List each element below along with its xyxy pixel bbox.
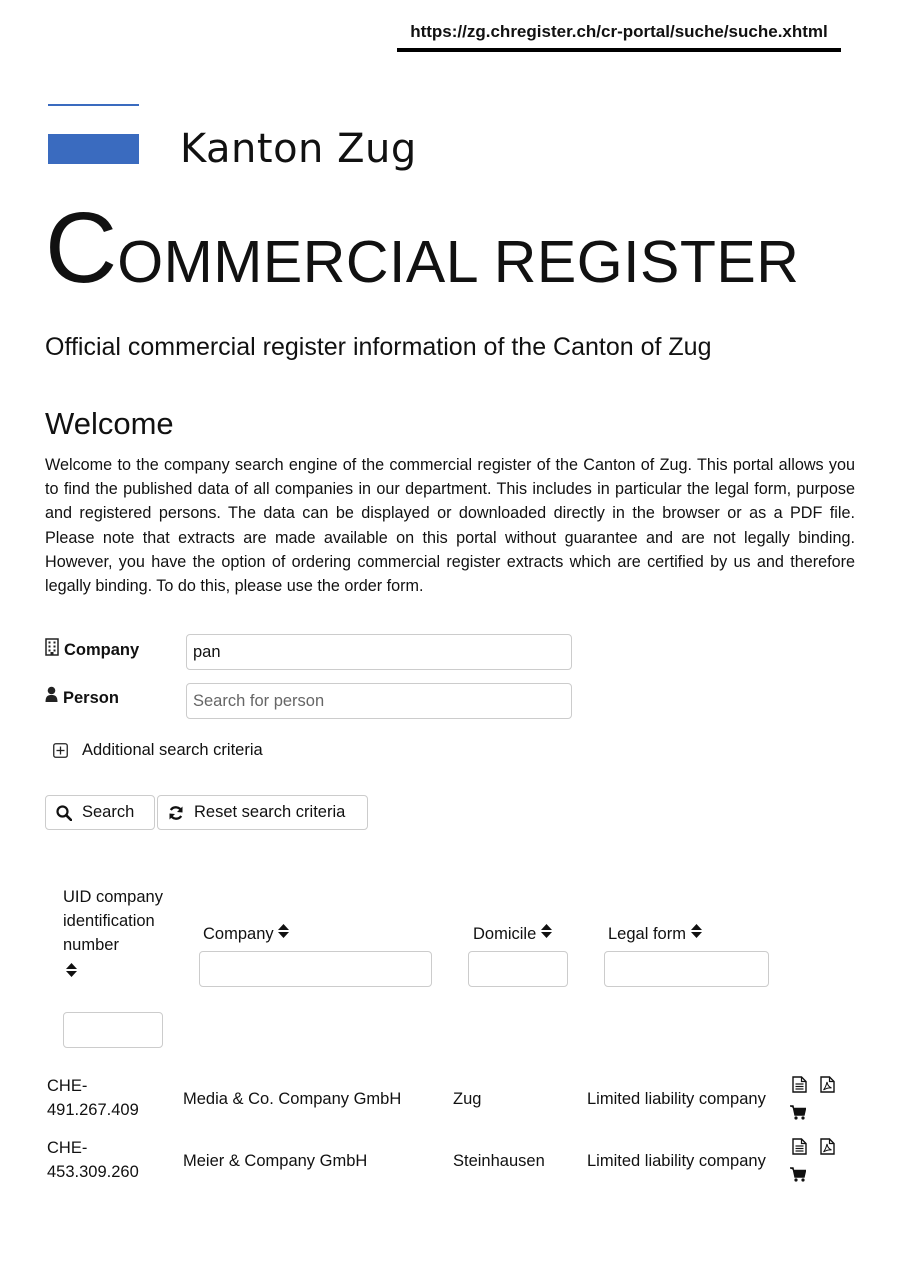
company-cell[interactable]: Meier & Company GmbH [183, 1152, 368, 1170]
brand-name: Kanton Zug [180, 126, 417, 172]
legal-form-cell: Limited liability company [587, 1090, 766, 1108]
additional-criteria-label: Additional search criteria [82, 741, 263, 759]
document-icon[interactable] [792, 1076, 807, 1098]
company-field-label [45, 638, 139, 661]
search-icon [56, 805, 72, 821]
page-url: https://zg.chregister.ch/cr-portal/suche/suche.xhtml [397, 22, 841, 52]
company-filter-input[interactable] [199, 951, 432, 987]
company-label: Company [64, 641, 140, 659]
cart-icon[interactable] [790, 1105, 806, 1125]
company-search-input[interactable] [186, 634, 572, 670]
sort-icon [278, 922, 289, 946]
reset-button-label: Reset search criteria [194, 803, 346, 821]
legal-form-cell: Limited liability company [587, 1152, 766, 1170]
column-header-company[interactable] [203, 922, 289, 946]
search-button[interactable] [45, 795, 155, 830]
sort-icon [691, 922, 702, 946]
uid-cell: CHE-491.267.409 [47, 1077, 139, 1119]
pdf-icon[interactable] [820, 1076, 835, 1098]
company-header-label: Company [203, 925, 274, 943]
page-subtitle: Official commercial register information of the Canton of Zug [45, 333, 712, 361]
legal-form-filter-input[interactable] [604, 951, 769, 987]
person-icon [45, 686, 58, 708]
search-button-label: Search [82, 803, 135, 821]
person-field-label [45, 686, 119, 708]
domicile-cell: Steinhausen [453, 1152, 545, 1170]
column-header-uid[interactable] [63, 885, 168, 977]
welcome-text: Welcome to the company search engine of the commercial register of the Canton of Zug. This portal allows you to find the published data of all companies in our department. This includes in particular the legal form, purpose and registered persons. The data can be displayed or downloaded directly in the browser or as a PDF file. Please note that extracts are made available on this portal without guarantee and are not legally binding. However, you have the option of ordering commercial register extracts which are certified by us and therefore legally binding. To do this, please use the order form. [45, 456, 855, 596]
document-icon[interactable] [792, 1138, 807, 1160]
logo-line [48, 104, 139, 106]
uid-header-label: UID company identification number [63, 888, 163, 954]
logo-flag [48, 134, 139, 164]
person-search-input[interactable] [186, 683, 572, 719]
building-icon [45, 638, 59, 661]
sort-icon [66, 963, 168, 977]
reset-button[interactable] [157, 795, 368, 830]
domicile-filter-input[interactable] [468, 951, 568, 987]
uid-cell: CHE-453.309.260 [47, 1139, 139, 1181]
title-initial: C [45, 192, 118, 304]
column-header-domicile[interactable] [473, 922, 552, 946]
page-title [45, 192, 800, 304]
title-rest: OMMERCIAL REGISTER [117, 229, 800, 295]
pdf-icon[interactable] [820, 1138, 835, 1160]
welcome-heading: Welcome [45, 406, 174, 441]
person-label: Person [63, 689, 119, 707]
domicile-cell: Zug [453, 1090, 482, 1108]
uid-filter-input[interactable] [63, 1012, 163, 1048]
legal-form-header-label: Legal form [608, 925, 686, 943]
additional-criteria-toggle[interactable] [53, 741, 263, 760]
column-header-legal-form[interactable] [608, 922, 702, 946]
company-cell[interactable]: Media & Co. Company GmbH [183, 1090, 402, 1108]
domicile-header-label: Domicile [473, 925, 537, 943]
cart-icon[interactable] [790, 1167, 806, 1187]
plus-square-icon [53, 743, 68, 758]
refresh-icon [168, 805, 184, 821]
sort-icon [541, 922, 552, 946]
